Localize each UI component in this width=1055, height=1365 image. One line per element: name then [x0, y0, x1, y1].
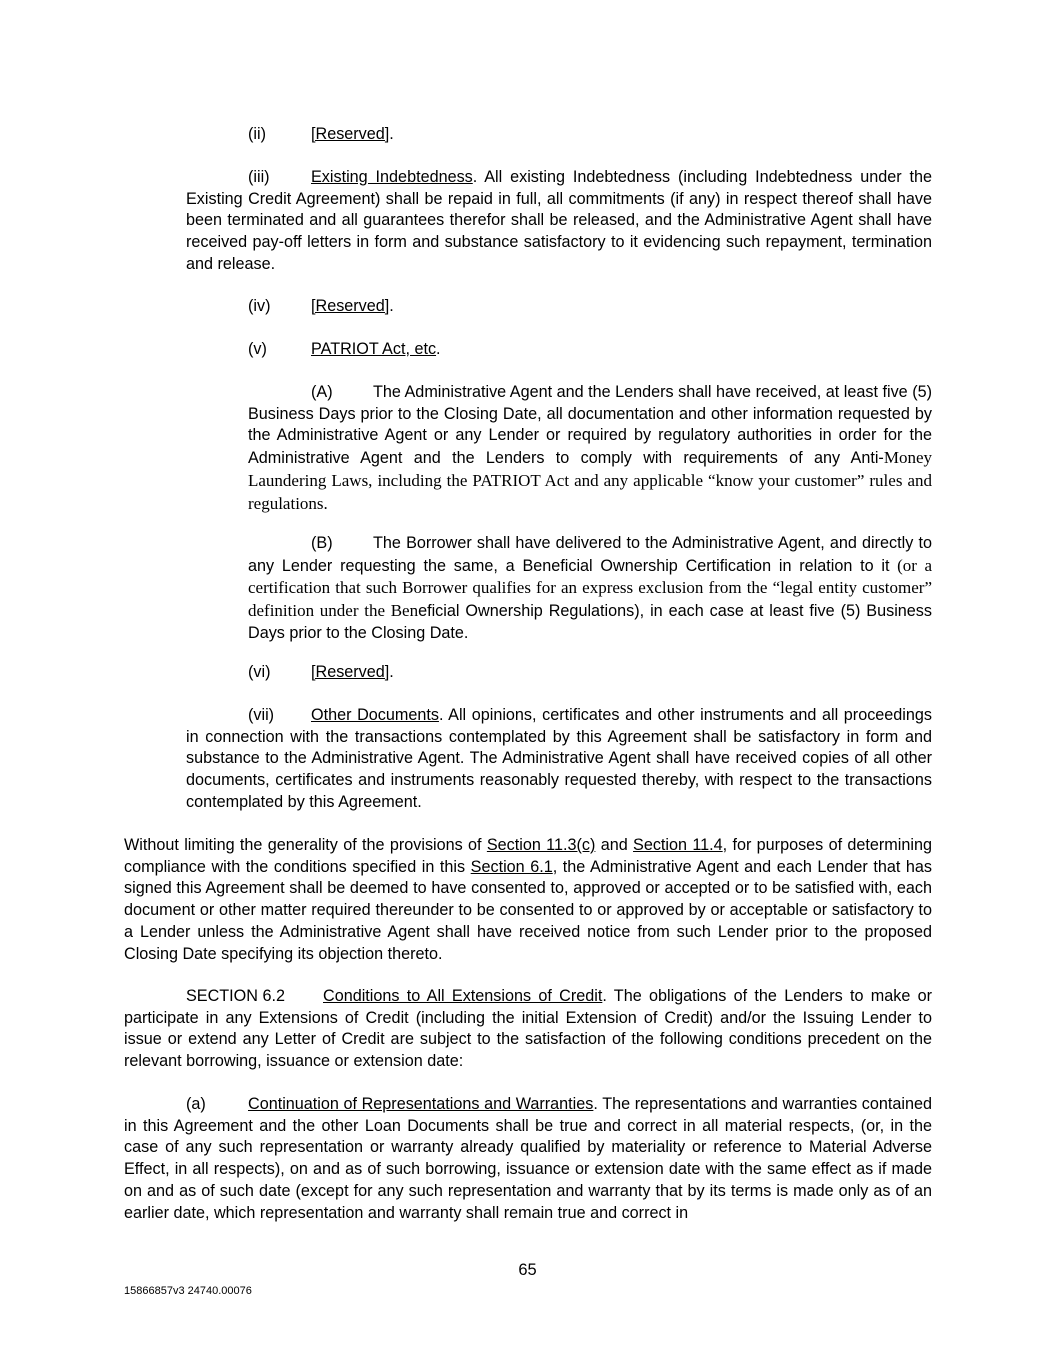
item-v-B-text-2: eficial Ownership Regulations), in each case at least five (5) Business Days prior to the Closing Date.	[248, 602, 932, 642]
item-v	[248, 339, 932, 361]
item-v-punct: .	[436, 340, 441, 358]
item-iii	[186, 167, 932, 276]
without-limiting-text-1: Without limiting the generality of the provisions of	[124, 836, 487, 854]
item-iv	[248, 296, 932, 318]
section-6-2-body: . The obligations of the Lenders to make or participate in any Extensions of Credit (including the initial Extension of Credit) and/or the Issuing Lender to issue or extend any Letter of Credit are subject to the satisfaction of the following conditions precedent on the relevant borrowing, issuance or extension date:	[124, 987, 933, 1071]
item-vii-label: (vii)	[248, 706, 275, 724]
section-6-2	[124, 986, 932, 1073]
item-v-B-label: (B)	[311, 534, 333, 552]
item-vi	[248, 662, 932, 684]
item-a-body: . The representations and warranties contained in this Agreement and the other Loan Documents shall be true and correct in all material respects, (or, in the case of any such representation or warranty already qualified by materiality or reference to Material Adverse Effect, in all respects), on and as of such borrowing, issuance or extension date with the same effect as if made on and as of such date (except for any such representation and warranty that by its terms is made only as of an earlier date, which representation and warranty shall remain true and correct in	[124, 1095, 932, 1222]
section-ref-11-3c: Section 11.3(c)	[486, 836, 596, 854]
item-iii-heading: Existing Indebtedness	[311, 168, 473, 186]
item-iv-heading: [Reserved]	[311, 297, 390, 315]
item-v-A	[248, 382, 932, 515]
item-vii-heading: Other Documents	[311, 706, 439, 724]
item-v-label: (v)	[248, 340, 267, 358]
item-ii-heading: [Reserved]	[311, 125, 390, 143]
item-iv-punct: .	[389, 297, 394, 315]
item-v-A-text: The Administrative Agent and the Lenders shall have received, at least five (5) Business Days prior to the Closing Date, all documentation and other information requested by the Administrative Agent or any Lender or required by regulatory authorities in order for the Administrative Agent and the Lenders to comply with requirements of any Anti-	[248, 383, 932, 468]
without-limiting-text-3: , for purposes of determining compliance with the conditions specified in this	[124, 836, 932, 876]
item-v-B-text-serif: (or a certification that such Borrower qualifies for an express exclusion from the “legal entity customer” definition under the Ben	[248, 555, 932, 621]
item-a-label: (a)	[186, 1095, 206, 1113]
without-limiting-paragraph	[124, 835, 932, 965]
item-a-heading: Continuation of Representations and Warranties	[248, 1095, 594, 1113]
item-iii-body: . All existing Indebtedness (including Indebtedness under the Existing Credit Agreement) shall be repaid in full, all commitments (if any) in respect thereof shall have been terminated and all guarantees therefor shall be released, and the Administrative Agent shall have received pay-off letters in form and substance satisfactory to it evidencing such repayment, termination and release.	[186, 168, 932, 273]
without-limiting-text-2: and	[595, 836, 634, 854]
item-v-A-text-serif: Money Laundering Laws, including the PATRIOT Act and any applicable “know your customer” rules and regulations.	[248, 448, 932, 513]
item-vii	[186, 705, 932, 814]
section-ref-6-1: Section 6.1	[470, 857, 553, 876]
without-limiting-text-4: , the Administrative Agent and each Lender that has signed this Agreement shall be deemed to have consented to, approved or accepted or to be satisfied with, each document or other matter required thereunder to be consented to or approved by or acceptable or satisfactory to a Lender unless the Administrative Agent shall have received notice from such Lender prior to the proposed Closing Date specifying its objection thereto.	[124, 857, 933, 963]
item-iii-label: (iii)	[248, 168, 270, 186]
item-ii	[248, 124, 932, 146]
item-a	[124, 1094, 932, 1224]
item-v-B-text: The Borrower shall have delivered to the Administrative Agent, and directly to any Lender requesting the same, a Beneficial Ownership Certification in relation to it	[248, 534, 932, 575]
item-v-heading: PATRIOT Act, etc	[311, 340, 437, 358]
item-vi-label: (vi)	[248, 663, 271, 681]
item-ii-punct: .	[389, 125, 394, 143]
item-vi-punct: .	[389, 663, 394, 681]
item-vi-heading: [Reserved]	[311, 663, 390, 681]
section-ref-11-4: Section 11.4	[633, 836, 723, 854]
item-iv-label: (iv)	[248, 297, 271, 315]
item-ii-label: (ii)	[248, 125, 266, 143]
section-6-2-heading: Conditions to All Extensions of Credit	[323, 987, 603, 1005]
document-id: 15866857v3 24740.00076	[124, 1285, 252, 1297]
item-vii-body: . All opinions, certificates and other instruments and all proceedings in connection with the transactions contemplated by this Agreement shall be satisfactory in form and substance to the Administrative Agent. The Administrative Agent shall have received copies of all other documents, certificates and instruments reasonably requested thereby, with respect to the transactions contemplated by this Agreement.	[186, 706, 932, 811]
section-6-2-number: SECTION 6.2	[186, 987, 285, 1005]
item-v-A-label: (A)	[311, 383, 333, 401]
page-number: 65	[518, 1261, 537, 1279]
item-v-B	[248, 533, 932, 645]
